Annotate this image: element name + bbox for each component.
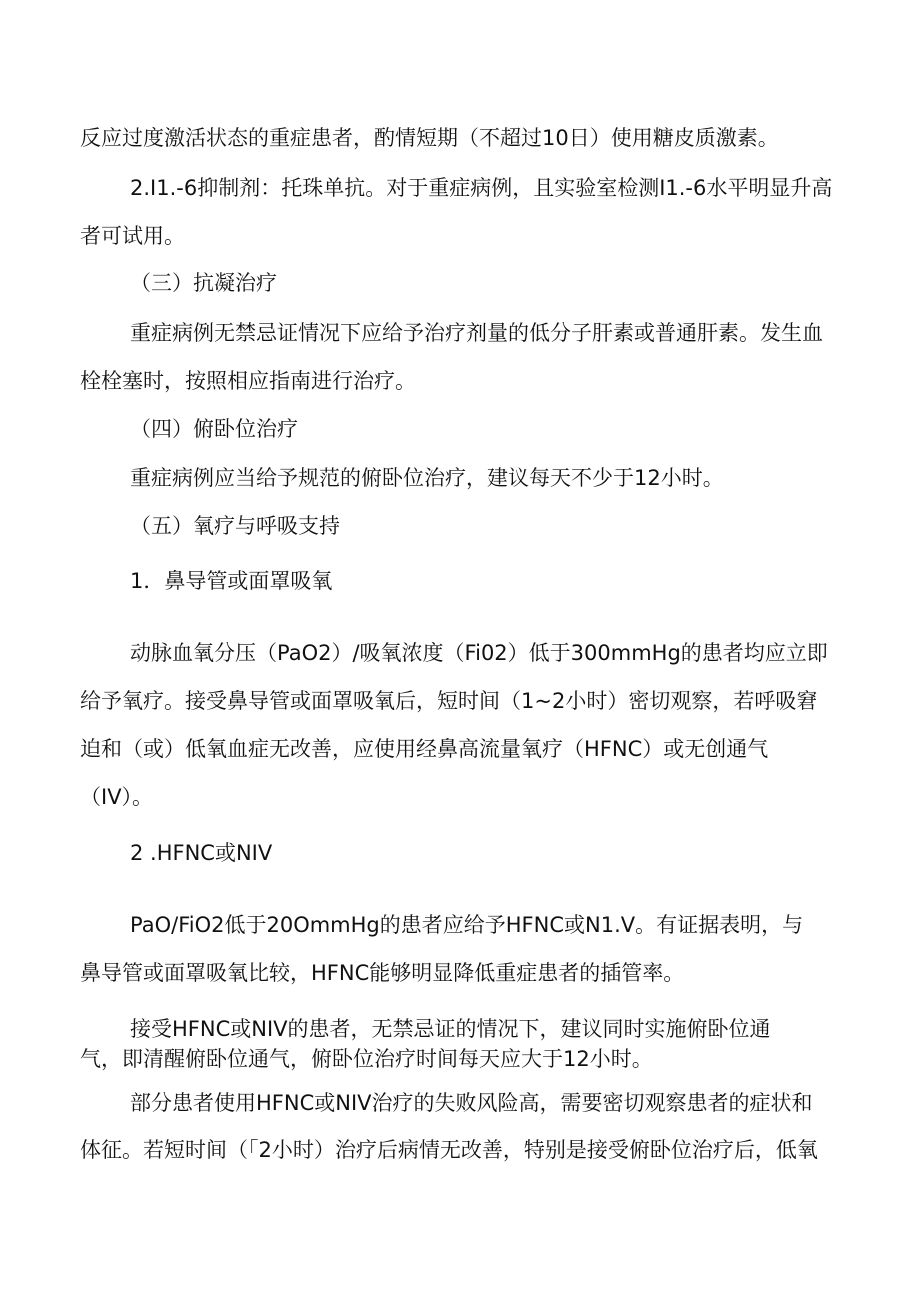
list-item-il6-line: 2.I1.-6抑制剂：托珠单抗。对于重症病例，且实验室检测I1.-6水平明显升高 bbox=[130, 176, 833, 200]
body-line: 反应过度激活状态的重症患者，酌情短期（不超过10日）使用糖皮质激素。 bbox=[80, 126, 779, 150]
subheading-nasal-cannula: 1．鼻导管或面罩吸氧 bbox=[130, 569, 333, 593]
body-line: 接受HFNC或NIV的患者，无禁忌证的情况下，建议同时实施俯卧位通 bbox=[130, 1017, 771, 1041]
body-line: 部分患者使用HFNC或NIV治疗的失败风险高，需要密切观察患者的症状和 bbox=[130, 1091, 813, 1115]
subheading-hfnc-niv: 2 .HFNC或NIV bbox=[130, 841, 273, 865]
body-line: 迫和（或）低氧血症无改善，应使用经鼻高流量氧疗（HFNC）或无创通气 bbox=[80, 737, 769, 761]
section-heading-oxygen-therapy: （五）氧疗与呼吸支持 bbox=[130, 514, 340, 538]
body-line: 给予氧疗。接受鼻导管或面罩吸氧后，短时间（1~2小时）密切观察，若呼吸窘 bbox=[80, 689, 818, 713]
body-line: （IV）。 bbox=[80, 785, 154, 809]
body-line: 栓栓塞时，按照相应指南进行治疗。 bbox=[80, 369, 416, 393]
body-line: 者可试用。 bbox=[80, 224, 185, 248]
body-line: 气，即清醒俯卧位通气，俯卧位治疗时间每天应大于12小时。 bbox=[80, 1047, 653, 1071]
body-line: PaO/FiO2低于20OmmHg的患者应给予HFNC或N1.V。有证据表明，与 bbox=[130, 913, 804, 937]
section-heading-anticoagulation: （三）抗凝治疗 bbox=[130, 271, 277, 295]
body-line: 动脉血氧分压（PaO2）/吸氧浓度（Fi02）低于300mmHg的患者均应立即 bbox=[130, 641, 828, 665]
section-heading-prone-position: （四）俯卧位治疗 bbox=[130, 417, 298, 441]
body-line: 重症病例应当给予规范的俯卧位治疗，建议每天不少于12小时。 bbox=[130, 466, 724, 490]
body-line: 体征。若短时间（「2小时）治疗后病情无改善，特别是接受俯卧位治疗后，低氧 bbox=[80, 1138, 818, 1162]
body-line: 重症病例无禁忌证情况下应给予治疗剂量的低分子肝素或普通肝素。发生血 bbox=[130, 321, 823, 345]
body-line: 鼻导管或面罩吸氧比较，HFNC能够明显降低重症患者的插管率。 bbox=[80, 961, 685, 985]
